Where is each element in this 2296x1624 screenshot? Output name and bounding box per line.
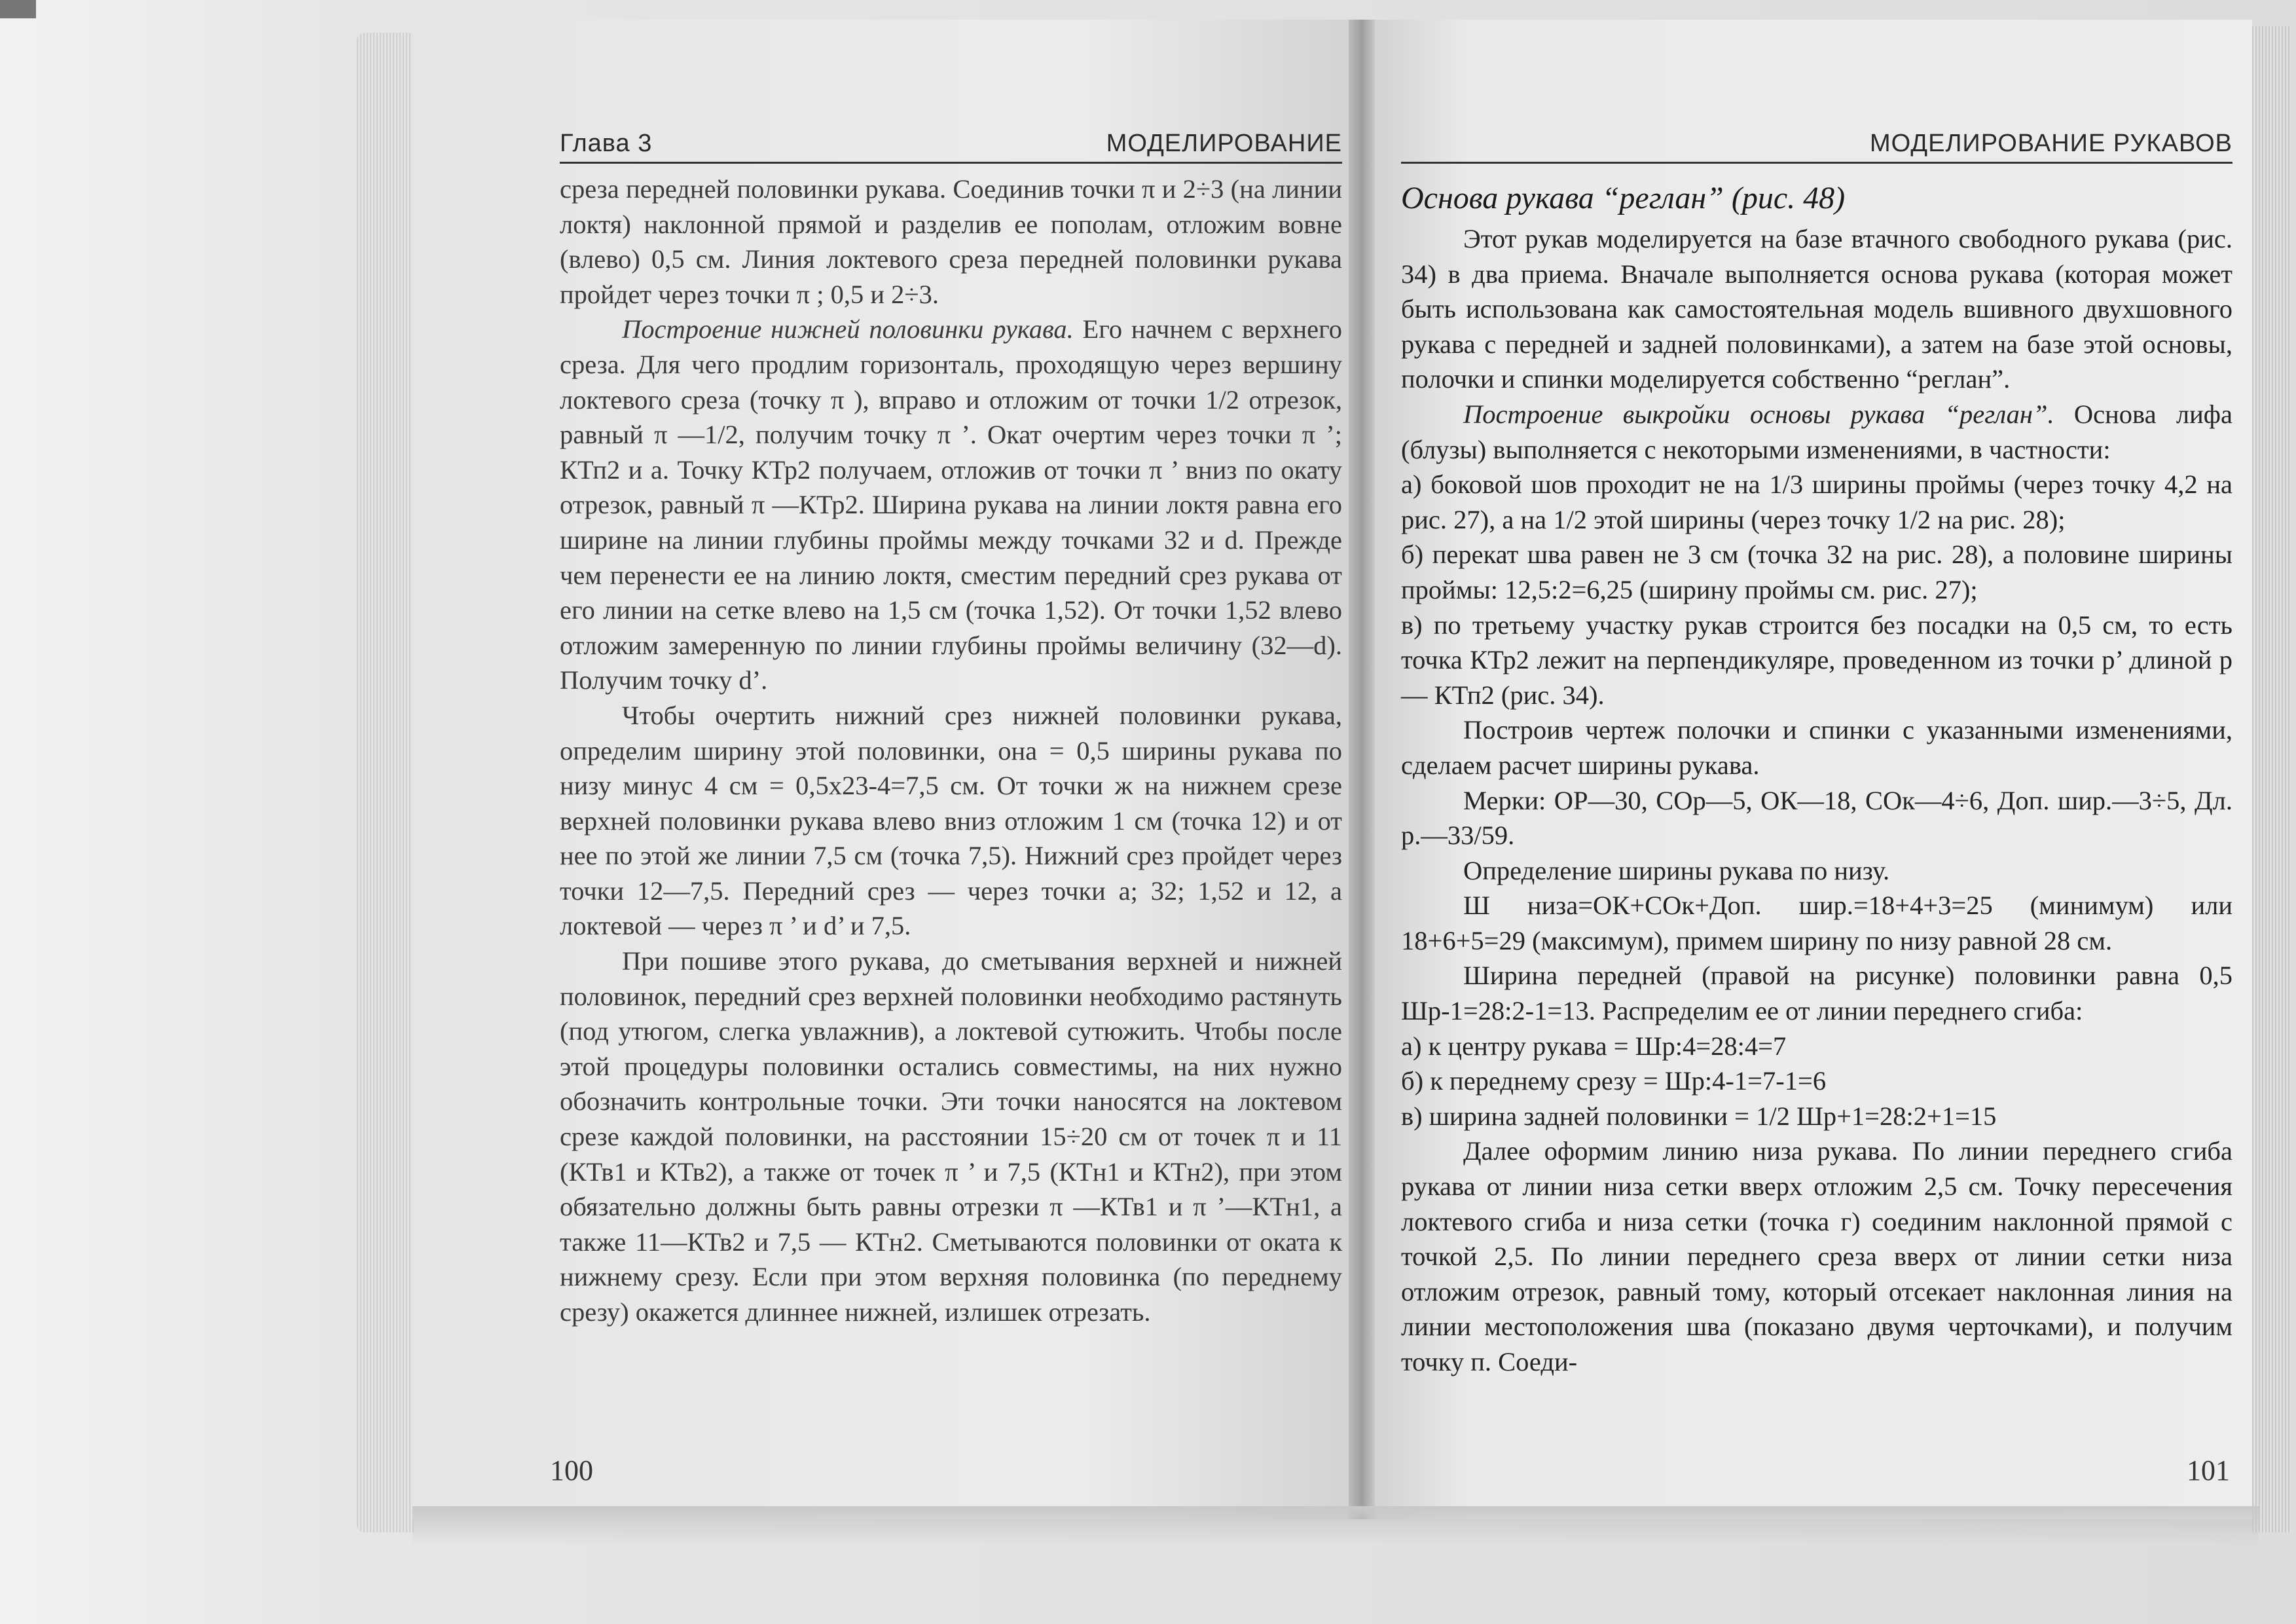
paragraph: Мерки: ОР—30, СОр—5, ОК—18, СОк—4÷6, Доп. шир.—3÷5, Дл. р.—33/59.: [1401, 785, 2232, 851]
list-item: б) к переднему срезу = Шр:4-1=7-1=6: [1401, 1066, 1827, 1096]
section-title: Основа рукава “реглан” (рис. 48): [1401, 181, 1846, 215]
paragraph: Далее оформим линию низа рукава. По линии переднего сгиба рукава от линии низа сетки вверх отложим 2,5 см. Точку пересечения локтевого сгиба и низа сетки (точка г) соединим наклонной прямой с точкой 2,5. По линии переднего среза вверх от линии сетки низа отложим отрезок, равный тому, который отсекает наклонная линия на линии местоположения шва (показано двумя черточками), и получим точку п. Соеди-: [1401, 1136, 2232, 1376]
list-item: в) по третьему участку рукав строится без посадки на 0,5 см, то есть точка КТр2 лежит на перпендикуляре, проведенном из точки р’ длиной р — КТп2 (рис. 34).: [1401, 610, 2232, 710]
paragraph: Построение нижней половинки рукава. Его начнем с верхнего среза. Для чего продлим горизонталь, проходящую через вершину локтевого среза (точку π ), вправо и отложим от точки 1/2 отрезок, равный π —1/2, получим точку π ’. Окат очертим через точки π ’; КТп2 и a. Точку КТр2 получаем, отложив от точки π ’ вниз по окату отрезок, равный π —КТр2. Ширина рукава на линии локтя равна его ширине на линии глубины проймы между точками 32 и d. Прежде чем перенести ее на линию локтя, сместим передний срез рукава от его линии на сетке влево на 1,5 см (точка 1,52). От точки 1,52 влево отложим замеренную по линии глубины проймы величину (32—d). Получим точку d’.: [560, 314, 1342, 695]
subheading: Построение выкройки основы рукава “реглан”.: [1463, 399, 2054, 429]
left-page-body: [560, 172, 1342, 1330]
paragraph: Чтобы очертить нижний срез нижней половинки рукава, определим ширину этой половинки, она = 0,5 ширины рукава по низу минус 4 см = 0,5х23-4=7,5 см. От точки ж на нижнем срезе верхней половинки рукава влево вниз отложим 1 см (точка 12) и от нее по этой же линии 7,5 см (точка 7,5). Нижний срез пройдет через точки 12—7,5. Передний срез — через точки a; 32; 1,52 и 12, а локтевой — через π ’ и d’ и 7,5.: [560, 700, 1342, 941]
list-item: а) боковой шов проходит не на 1/3 ширины проймы (через точку 4,2 на рис. 27), а на 1/2 этой ширины (через точку 1/2 на рис. 28);: [1401, 470, 2232, 534]
right-page-header: [1401, 118, 2232, 164]
list-item: б) перекат шва равен не 3 см (точка 32 на рис. 28), а половине ширины проймы: 12,5:2=6,25 (ширину проймы см. рис. 27);: [1401, 540, 2232, 604]
running-title-left: МОДЕЛИРОВАНИЕ: [1106, 130, 1342, 157]
paragraph: Определение ширины рукава по низу.: [1463, 855, 1890, 885]
book-page-edges-left: [357, 33, 416, 1532]
bottom-shadow: [412, 1506, 2259, 1545]
paragraph: Построив чертеж полочки и спинки с указанными изменениями, сделаем расчет ширины рукава.: [1401, 715, 2232, 780]
paragraph: Ширина передней (правой на рисунке) половинки равна 0,5 Шр-1=28:2-1=13. Распределим ее от линии переднего сгиба:: [1401, 961, 2232, 1026]
paragraph: Этот рукав моделируется на базе втачного свободного рукава (рис. 34) в два приема. Вначале выполняется основа рукава (которая может быть использована как самостоятельная модель вшивного двухшовного рукава с передней и задней половинками), а затем на базе этой основы, полочки и спинки моделируется собственно “реглан”.: [1401, 224, 2232, 394]
paragraph: Ш низа=ОК+СОк+Доп. шир.=18+4+3=25 (минимум) или 18+6+5=29 (максимум), примем ширину по низу равной 28 см.: [1401, 891, 2232, 955]
paragraph: Построение выкройки основы рукава “реглан”. Основа лифа (блузы) выполняется с некоторыми изменениями, в частности:: [1401, 399, 2232, 464]
scan-corner-mark: [0, 0, 36, 18]
left-page-header: [560, 118, 1342, 164]
subheading: Построение нижней половинки рукава.: [622, 314, 1074, 344]
chapter-label: Глава 3: [560, 130, 653, 157]
book-page-edges-right: [2252, 26, 2291, 1532]
right-page: [1362, 20, 2252, 1519]
paragraph: При пошиве этого рукава, до сметывания верхней и нижней половинок, передний срез верхней половинки необходимо растянуть (под утюгом, слегка увлажнив), а локтевой сутюжить. Чтобы после этой процедуры половинки остались совместимы, на них нужно обозначить контрольные точки. Эти точки наносятся на локтевом срезе каждой половинки, на расстоянии 15÷20 см от точек π и 11 (КТв1 и КТв2), а также от точек π ’ и 7,5 (КТн1 и КТн2), при этом обязательно должны быть равны отрезки π —КТв1 и π ’—КТн1, а также 11—КТв2 и 7,5 — КТн2. Сметываются половинки от оката к нижнему срезу. Если при этом верхняя половинка (по переднему срезу) окажется длиннее нижней, излишек отрезать.: [560, 946, 1342, 1327]
page-number-right: 101: [2187, 1454, 2230, 1486]
running-title-right: МОДЕЛИРОВАНИЕ РУКАВОВ: [1870, 130, 2232, 157]
book-gutter: [1349, 20, 1375, 1519]
paragraph: среза передней половинки рукава. Соединив точки π и 2÷3 (на линии локтя) наклонной прямой и разделив ее пополам, отложим вовне (влево) 0,5 см. Линия локтевого среза передней половинки рукава пройдет через точки π ; 0,5 и 2÷3.: [560, 174, 1342, 309]
list-item: в) ширина задней половинки = 1/2 Шр+1=28:2+1=15: [1401, 1101, 1997, 1131]
page-number-left: 100: [550, 1454, 593, 1486]
left-page: [412, 20, 1362, 1519]
right-page-body: [1401, 172, 2232, 1380]
list-item: а) к центру рукава = Шр:4=28:4=7: [1401, 1031, 1787, 1061]
